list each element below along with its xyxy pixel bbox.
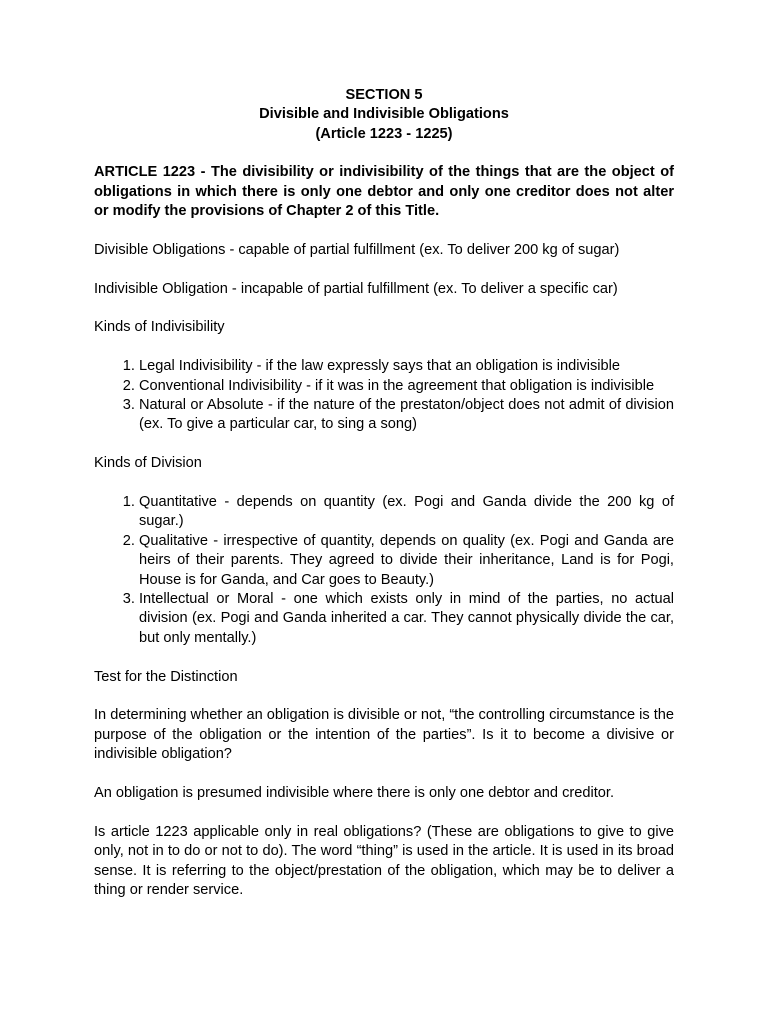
list-item: 1. Legal Indivisibility - if the law expressly says that an obligation is indivisible: [139, 357, 674, 376]
test-heading: Test for the Distinction: [94, 668, 238, 685]
section-number: SECTION 5: [345, 87, 423, 103]
kinds-indivisibility-list: [94, 357, 674, 435]
section-articles: (Article 1223 - 1225): [315, 125, 453, 142]
document-page: [94, 86, 674, 920]
section-title: Divisible and Indivisible Obligations: [259, 106, 509, 123]
kinds-division-list: [94, 493, 674, 648]
list-item: 3. Natural or Absolute - if the nature of the prestaton/object does not admit of division (ex. To give a particular car, to sing a song): [139, 396, 674, 435]
list-item: 2. Conventional Indivisibility - if it was in the agreement that obligation is indivisible: [139, 377, 674, 396]
indivisible-definition: Indivisible Obligation - incapable of partial fulfillment (ex. To deliver a specific car): [94, 280, 618, 297]
test-paragraph: In determining whether an obligation is divisible or not, “the controlling circumstance is the purpose of the obligation or the intention of the parties”. Is it to become a divisive or indivisible obligation?: [94, 707, 674, 763]
section-heading: [94, 86, 674, 144]
divisible-definition: Divisible Obligations - capable of partial fulfillment (ex. To deliver 200 kg of sugar): [94, 241, 620, 258]
list-item: 3. Intellectual or Moral - one which exists only in mind of the parties, no actual division (ex. Pogi and Ganda inherited a car. They cannot physically divide the car, but only mentally.): [139, 590, 674, 648]
list-item: 2. Qualitative - irrespective of quantity, depends on quality (ex. Pogi and Ganda are heirs of their parents. They agreed to divide their inheritance, Land is for Pogi, House is for Ganda, and Car goes to Beauty.): [139, 532, 674, 590]
list-item: 1. Quantitative - depends on quantity (ex. Pogi and Ganda divide the 200 kg of sugar.): [139, 493, 674, 532]
presumed-paragraph: An obligation is presumed indivisible where there is only one debtor and creditor.: [94, 785, 615, 802]
article-1223-text: ARTICLE 1223 - The divisibility or indivisibility of the things that are the object of obligations in which there is only one debtor and only one creditor does not alter or modify the provisions of Chapter 2 of this Title.: [94, 164, 674, 220]
kinds-division-heading: Kinds of Division: [94, 455, 202, 472]
kinds-indivisibility-heading: Kinds of Indivisibility: [94, 319, 225, 336]
real-obligations-paragraph: Is article 1223 applicable only in real obligations? (These are obligations to give to give only, not in to do or not to do). The word “thing” is used in the article. It is used in its broad sense. It is referring to the object/prestation of the obligation, which may be to deliver a thing or render service.: [94, 823, 674, 899]
